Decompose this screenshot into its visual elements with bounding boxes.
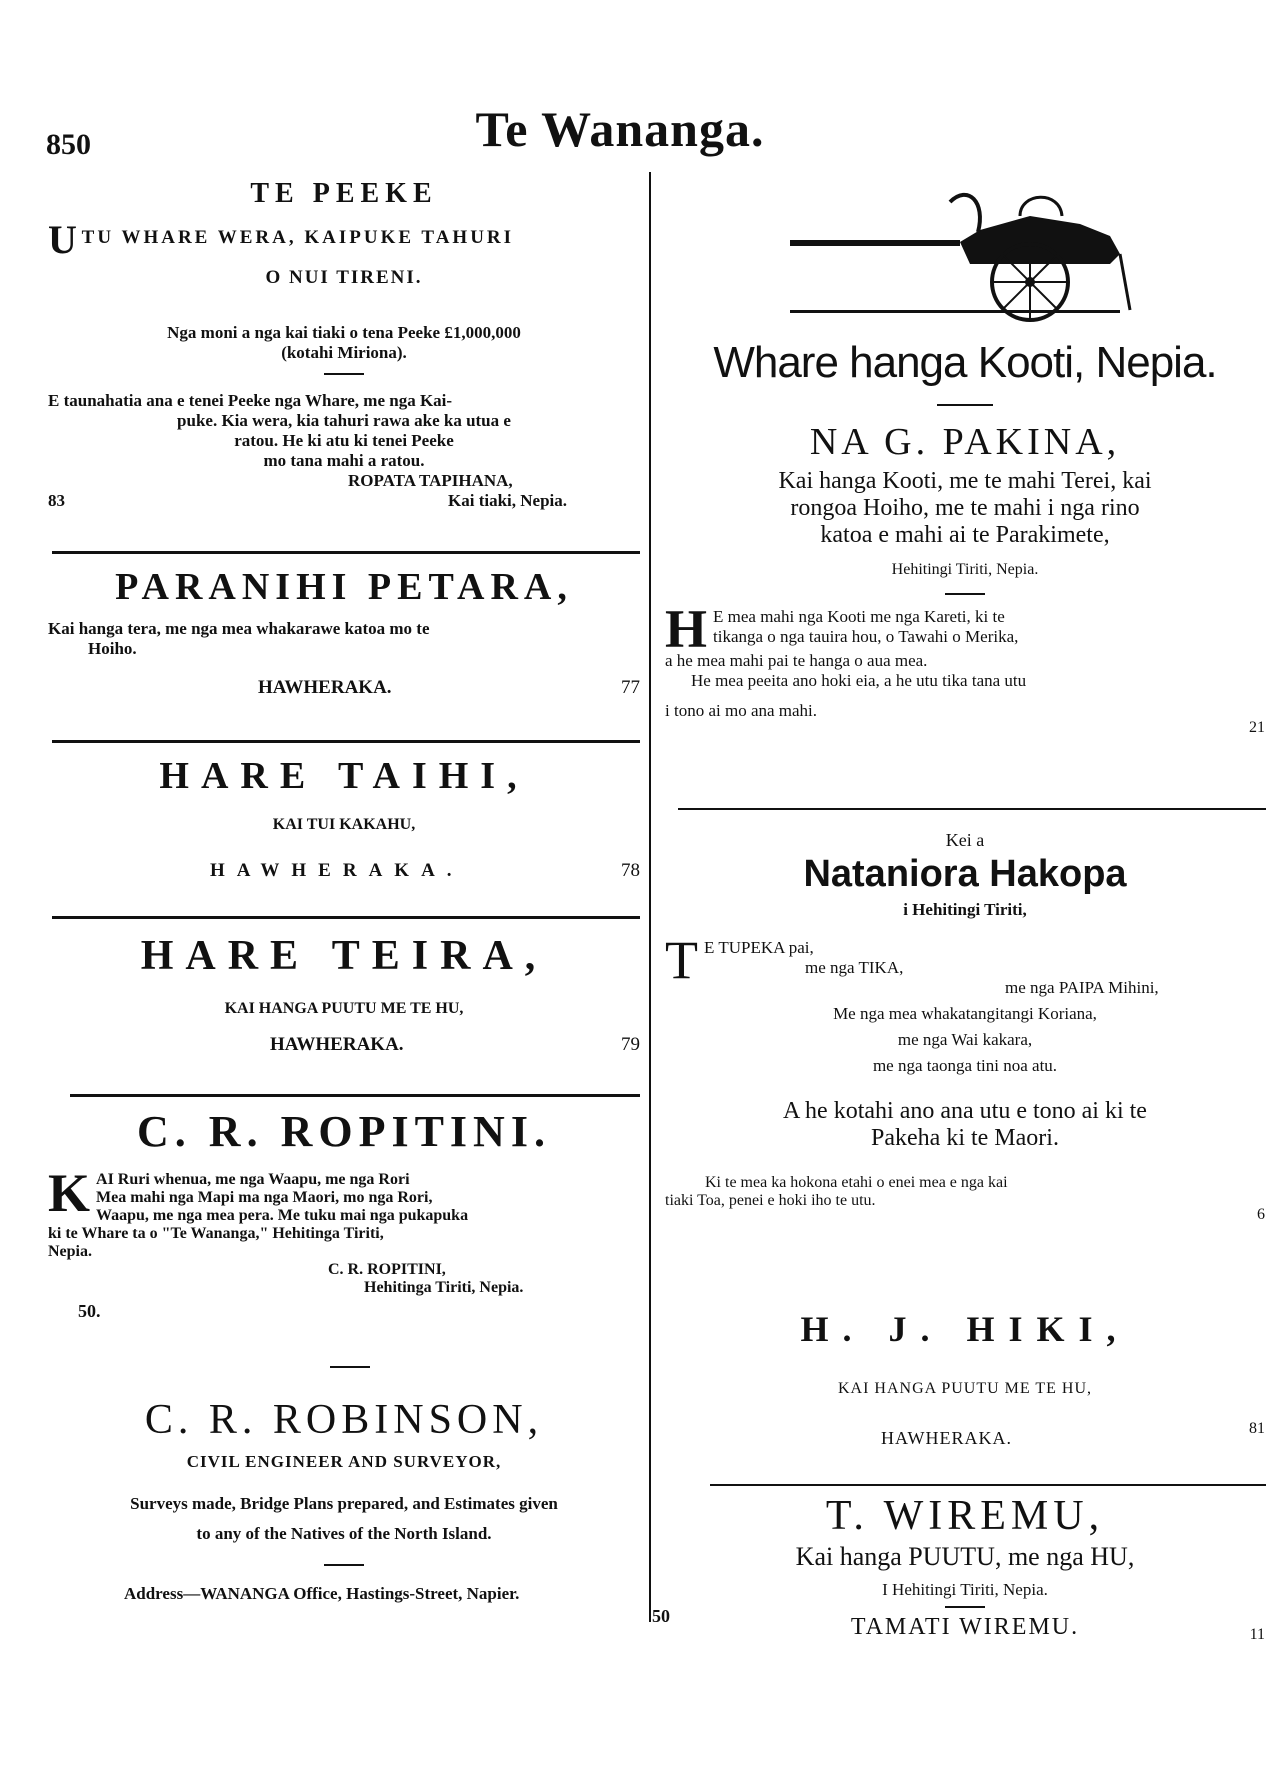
- divider: [945, 593, 985, 595]
- ad-text: Kai hanga Kooti, me te mahi Terei, kai: [778, 468, 1152, 494]
- ad-text-block: [665, 930, 1265, 1076]
- ad-place: HAWHERAKA.: [270, 1034, 404, 1055]
- column-divider: [649, 172, 651, 1622]
- divider: [937, 404, 993, 406]
- ad-hakopa: [665, 830, 1265, 1223]
- ad-text: Nepia.: [48, 1243, 92, 1260]
- ad-text: Surveys made, Bridge Plans prepared, and Estimates given: [130, 1494, 558, 1513]
- ad-text: E taunahatia ana e tenei Peeke nga Whare, me nga Kai-: [48, 391, 453, 410]
- note-row: [665, 1192, 1265, 1223]
- ad-reference: 6: [1257, 1206, 1265, 1223]
- ad-text: me nga PAIPA Mihini,: [1005, 978, 1159, 997]
- ad-place: HAWHERAKA.: [881, 1428, 1013, 1448]
- page-number: 850: [46, 128, 91, 161]
- ad-text: AI Ruri whenua, me nga Waapu, me nga Rori: [96, 1171, 410, 1188]
- ad-text: Me nga mea whakatangitangi Koriana,: [833, 1004, 1097, 1023]
- ad-text: me nga Wai kakara,: [897, 1030, 1033, 1049]
- ad-heading-line: O NUI TIRENI.: [265, 267, 423, 288]
- ref-row: [48, 1604, 670, 1628]
- ad-reference: 79: [621, 1034, 640, 1055]
- ad-reference: 50.: [78, 1301, 101, 1321]
- divider: [678, 808, 1266, 810]
- ad-text: to any of the Natives of the North Island.: [196, 1524, 492, 1543]
- ad-address: Address—WANANGA Office, Hastings-Street, Napier.: [124, 1584, 520, 1603]
- signature-role: Kai tiaki, Nepia.: [448, 491, 568, 510]
- ad-reference: 50: [652, 1606, 670, 1626]
- ad-text: Kai hanga tera, me nga mea whakarawe katoa mo te: [48, 619, 430, 638]
- ad-headline: Whare hanga Kooti, Nepia.: [713, 338, 1217, 387]
- cart-illustration: [790, 172, 1160, 322]
- ad-text: a he mea mahi pai te hanga o aua mea.: [665, 651, 928, 670]
- sig-row: [48, 491, 640, 513]
- ad-reference: 11: [1249, 1626, 1265, 1643]
- ad-text-large: Pakeha ki te Maori.: [871, 1125, 1059, 1151]
- ad-reference: 81: [1249, 1420, 1265, 1437]
- masthead-title: Te Wananga.: [475, 101, 765, 157]
- ad-text-large: A he kotahi ano ana utu e tono ai ki te: [783, 1098, 1147, 1124]
- ad-subtitle: KAI HANGA PUUTU ME TE HU,: [837, 1380, 1093, 1397]
- ad-title: H. J. HIKI,: [800, 1309, 1130, 1349]
- ad-reference: 77: [621, 677, 640, 698]
- ad-text: ki te Whare ta o "Te Wananga," Hehitinga Tiriti,: [48, 1225, 384, 1242]
- divider: [710, 1484, 1266, 1486]
- ad-text: tiaki Toa, penei e hoki iho te utu.: [665, 1192, 876, 1209]
- divider: [945, 1606, 985, 1608]
- ad-text-block: [665, 599, 1265, 721]
- ad-subtitle: KAI TUI KAKAHU,: [272, 816, 416, 833]
- ad-text: rongoa Hoiho, me te mahi i nga rino: [790, 495, 1140, 521]
- ad-hiki: [665, 1308, 1265, 1456]
- divider: [324, 1564, 364, 1566]
- signature-name: TAMATI WIREMU.: [850, 1614, 1080, 1640]
- ad-title: HARE TEIRA,: [140, 933, 548, 979]
- ad-title: C. R. ROBINSON,: [144, 1397, 544, 1443]
- place-row: [48, 677, 640, 707]
- ad-text: me nga taonga tini noa atu.: [872, 1056, 1058, 1075]
- place-row: [665, 1420, 1265, 1456]
- signature-name: C. R. ROPITINI,: [328, 1261, 446, 1278]
- drop-cap: K: [48, 1163, 91, 1223]
- ad-title: Nataniora Hakopa: [803, 853, 1127, 895]
- ad-pakina: [665, 338, 1265, 737]
- ad-reference: 78: [621, 860, 640, 881]
- ad-text: mo tana mahi a ratou.: [263, 451, 425, 470]
- divider: [70, 1094, 640, 1097]
- ad-text: Kei a: [945, 830, 985, 850]
- ad-line: [48, 216, 640, 263]
- ad-te-peeke: [48, 178, 640, 513]
- ad-reference: 83: [48, 491, 65, 510]
- ad-place: i Hehitingi Tiriti,: [903, 900, 1027, 919]
- ad-title: TE PEEKE: [250, 178, 438, 209]
- ad-paranihi-petara: [48, 565, 640, 707]
- ad-text: i tono ai mo ana mahi.: [665, 701, 818, 720]
- divider: [52, 740, 640, 743]
- ad-text: He mea peeita ano hoki eia, a he utu tika tana utu: [691, 671, 1027, 690]
- divider: [52, 551, 640, 554]
- divider: [330, 1366, 370, 1368]
- ad-wiremu: [665, 1492, 1265, 1650]
- ad-place: Hehitingi Tiriti, Nepia.: [891, 561, 1039, 578]
- ad-ropitini: [48, 1106, 640, 1322]
- ad-text: Ki te mea ka hokona etahi o enei mea e nga kai: [705, 1174, 1008, 1191]
- ad-place: HAWHERAKA.: [210, 860, 464, 881]
- place-row: [48, 1034, 640, 1064]
- ad-text: puke. Kia wera, kia tahuri rawa ake ka utua e: [177, 411, 511, 430]
- ad-robinson: [48, 1396, 670, 1628]
- drop-cap: U: [48, 217, 77, 262]
- ad-place: I Hehitingi Tiriti, Nepia.: [882, 1580, 1048, 1599]
- ad-text: Mea mahi nga Mapi ma nga Maori, mo nga Rori,: [96, 1189, 433, 1206]
- place-row: [48, 860, 640, 890]
- ad-text: Hoiho.: [88, 639, 137, 658]
- ad-subtitle: Kai hanga PUUTU, me nga HU,: [795, 1542, 1135, 1571]
- ad-text: tikanga o nga tauira hou, o Tawahi o Merika,: [713, 627, 1019, 646]
- ad-title: T. WIREMU,: [825, 1493, 1105, 1539]
- ad-text: E mea mahi nga Kooti me nga Kareti, ki te: [713, 607, 1005, 626]
- ad-subtitle: CIVIL ENGINEER AND SURVEYOR,: [186, 1452, 502, 1471]
- ad-subtitle: KAI HANGA PUUTU ME TE HU,: [224, 1000, 464, 1017]
- ad-text-block: [48, 1163, 640, 1261]
- ad-text: katoa e mahi ai te Parakimete,: [820, 522, 1110, 548]
- drop-cap: T: [665, 930, 698, 990]
- ad-title: HARE TAIHI,: [159, 755, 529, 797]
- ad-title: PARANIHI PETARA,: [115, 566, 573, 608]
- ad-text: (kotahi Miriona).: [281, 343, 407, 362]
- drop-cap: H: [665, 599, 708, 659]
- ad-heading-line: TU WHARE WERA, KAIPUKE TAHURI: [81, 227, 515, 248]
- ad-reference: 21: [1249, 719, 1265, 736]
- divider: [324, 373, 364, 375]
- ad-hare-teira: [48, 932, 640, 1064]
- signature-place: Hehitinga Tiriti, Nepia.: [364, 1279, 524, 1296]
- signature-name: ROPATA TAPIHANA,: [348, 471, 513, 490]
- ad-text: me nga TIKA,: [805, 958, 904, 977]
- ad-title: NA G. PAKINA,: [809, 421, 1121, 463]
- ad-text: E TUPEKA pai,: [704, 938, 814, 957]
- ad-title: C. R. ROPITINI.: [137, 1107, 551, 1156]
- divider: [52, 916, 640, 919]
- sig-row: [665, 1614, 1265, 1650]
- ad-text: Nga moni a nga kai tiaki o tena Peeke £1,000,000: [167, 323, 521, 342]
- ad-text: Waapu, me nga mea pera. Me tuku mai nga pukapuka: [96, 1207, 469, 1224]
- ad-hare-taihi: [48, 754, 640, 890]
- ad-text: ratou. He ki atu ki tenei Peeke: [234, 431, 454, 450]
- ad-place: HAWHERAKA.: [258, 677, 392, 698]
